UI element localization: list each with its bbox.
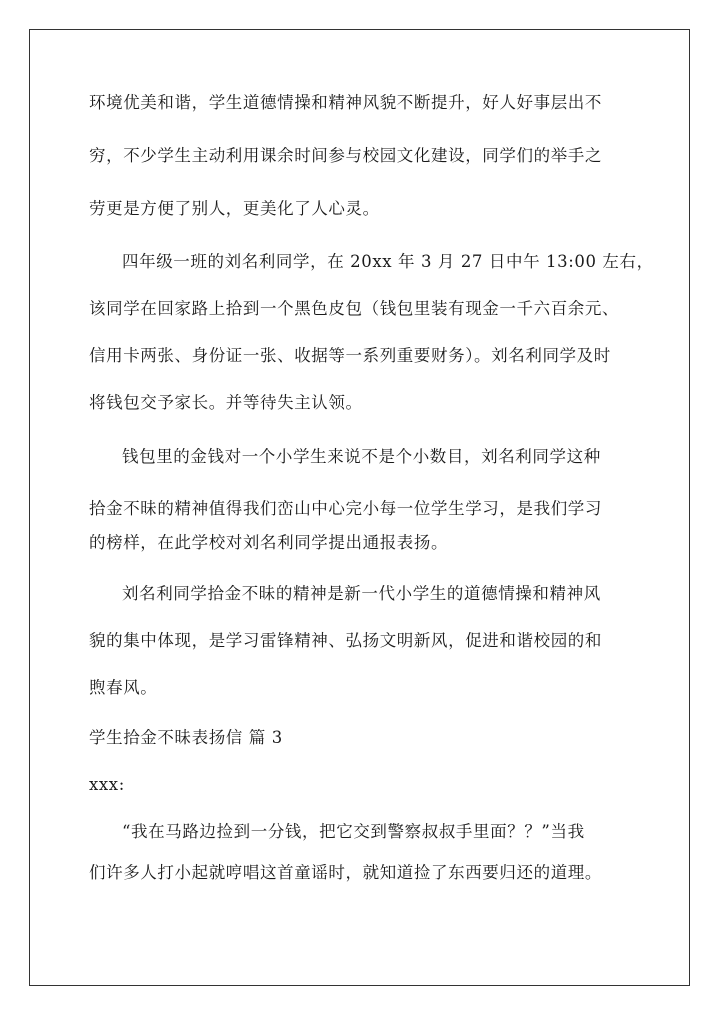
paragraph-start-line: 钱包里的金钱对一个小学生来说不是个小数目，刘名利同学这种 bbox=[122, 447, 601, 466]
text-line: 的榜样，在此学校对刘名利同学提出通报表扬。 bbox=[89, 533, 449, 552]
text-line: 将钱包交予家长。并等待失主认领。 bbox=[89, 393, 363, 412]
text-line: 拾金不昧的精神值得我们峦山中心完小每一位学生学习，是我们学习 bbox=[89, 499, 602, 518]
text-line: 貌的集中体现，是学习雷锋精神、弘扬文明新风，促进和谐校园的和 bbox=[89, 631, 602, 650]
text-line: 穷，不少学生主动利用课余时间参与校园文化建设，同学们的举手之 bbox=[89, 146, 602, 165]
text-line: 环境优美和谐，学生道德情操和精神风貌不断提升，好人好事层出不 bbox=[89, 93, 602, 112]
paragraph-start-line: 四年级一班的刘名利同学，在 20xx 年 3 月 27 日中午 13:00 左右， bbox=[122, 252, 654, 271]
paragraph-start-line: 刘名利同学拾金不昧的精神是新一代小学生的道德情操和精神风 bbox=[122, 584, 601, 603]
text-line: 们许多人打小起就哼唱这首童谣时，就知道捡了东西要归还的道理。 bbox=[89, 863, 602, 882]
paragraph-start-line: “我在马路边捡到一分钱，把它交到警察叔叔手里面？？”当我 bbox=[122, 822, 585, 841]
section-heading: 学生拾金不昧表扬信 篇 3 bbox=[89, 728, 283, 747]
salutation: xxx: bbox=[89, 775, 125, 794]
text-line: 信用卡两张、身份证一张、收据等一系列重要财务）。刘名利同学及时 bbox=[89, 346, 611, 365]
text-line: 该同学在回家路上拾到一个黑色皮包（钱包里装有现金一千六百余元、 bbox=[89, 299, 620, 318]
text-line: 煦春风。 bbox=[89, 678, 158, 697]
text-line: 劳更是方便了别人，更美化了人心灵。 bbox=[89, 199, 380, 218]
